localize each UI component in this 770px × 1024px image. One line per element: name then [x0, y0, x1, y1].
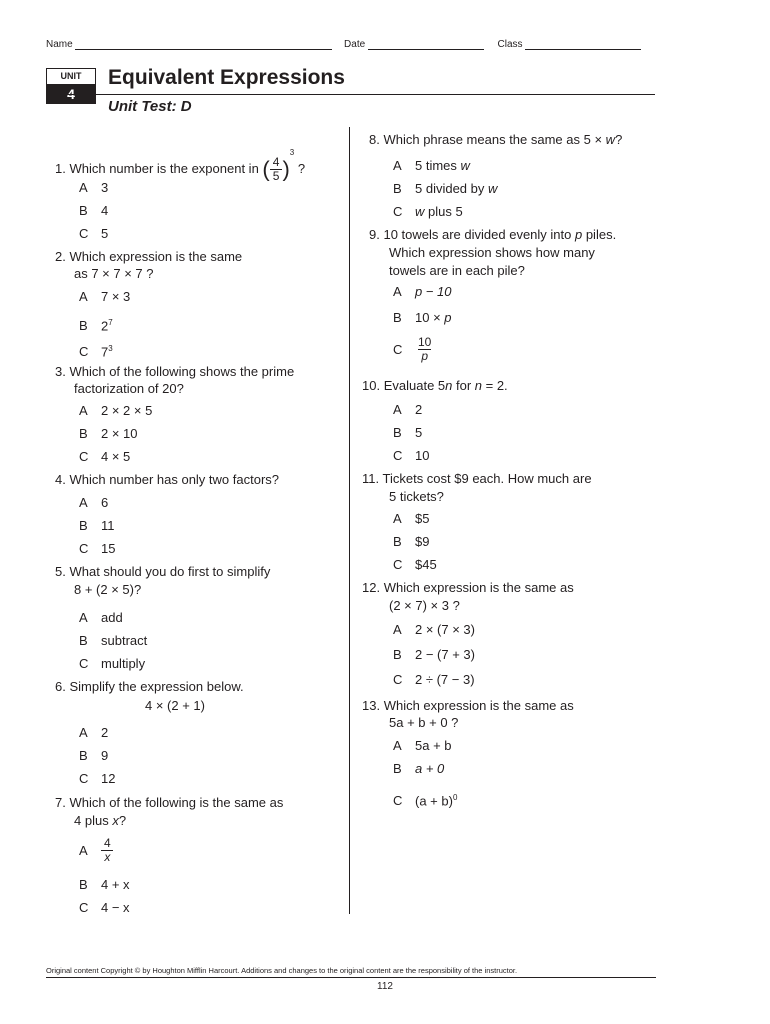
question-11-line1: Tickets cost $9 each. How much are	[382, 471, 592, 486]
choice-text: $45	[415, 557, 437, 572]
column-divider	[349, 127, 350, 914]
choice-text: 6	[101, 495, 109, 510]
question-3-line2: factorization of 20?	[74, 381, 184, 396]
footer-rule	[46, 977, 656, 978]
choice-text: 10 ×	[415, 310, 445, 325]
question-5-line1: What should you do first to simplify	[69, 564, 271, 579]
fraction-denominator: x	[101, 850, 113, 864]
question-10-text: Evaluate 5	[383, 378, 446, 393]
choice-text: 10	[415, 448, 430, 463]
choice-letter: C	[79, 771, 89, 786]
choice-5b[interactable]	[79, 633, 147, 649]
question-10	[362, 378, 508, 394]
choice-letter: C	[79, 449, 89, 464]
choice-text: 4 + x	[101, 877, 130, 892]
question-3-line1: Which of the following shows the prime	[69, 364, 295, 379]
choice-11c[interactable]	[393, 557, 437, 573]
choice-5c[interactable]	[79, 656, 145, 672]
variable: p	[444, 310, 452, 325]
exponent: 3	[289, 148, 295, 157]
choice-4a[interactable]	[79, 495, 108, 511]
title-rule	[46, 94, 655, 95]
question-7-line1: Which of the following is the same as	[69, 795, 284, 810]
question-5-line2: 8 + (2 × 5)?	[74, 582, 142, 597]
choice-letter: B	[79, 877, 88, 892]
choice-letter: A	[393, 622, 402, 637]
question-12	[362, 580, 574, 596]
question-9-line2: Which expression shows how many	[389, 245, 595, 260]
choice-13c[interactable]	[393, 790, 457, 809]
choice-2b[interactable]	[79, 315, 113, 334]
choice-11a[interactable]	[393, 511, 429, 527]
page-title: Equivalent Expressions	[108, 66, 345, 89]
question-13-line1: Which expression is the same as	[383, 698, 574, 713]
date-label: Date	[344, 39, 366, 50]
copyright-notice: Original content Copyright © by Houghton Mifflin Harcourt. Additions and changes to the original content are the responsibility of the instructor.	[46, 966, 518, 975]
question-10-mid: for	[452, 378, 475, 393]
choice-letter: A	[79, 610, 88, 625]
choice-text: 2 − (7 + 3)	[415, 647, 475, 662]
variable: x	[112, 813, 119, 828]
choice-letter: A	[393, 511, 402, 526]
question-6	[55, 679, 244, 695]
choice-text: plus 5	[424, 204, 463, 219]
choice-6c[interactable]	[79, 771, 115, 787]
variable: w	[415, 204, 425, 219]
choice-letter: C	[79, 541, 89, 556]
choice-2a[interactable]	[79, 289, 130, 305]
choice-text: 12	[101, 771, 116, 786]
header-line	[46, 39, 641, 50]
choice-text: 4 × 5	[101, 449, 131, 464]
choice-8a[interactable]	[393, 158, 470, 174]
question-10-number: 10.	[362, 378, 381, 393]
choice-13a[interactable]	[393, 738, 452, 754]
choice-text: 5	[101, 226, 109, 241]
choice-letter: A	[79, 180, 88, 195]
choice-letter: B	[393, 647, 402, 662]
choice-letter: C	[393, 204, 403, 219]
choice-exponent: 7	[108, 318, 113, 327]
choice-letter: B	[393, 534, 402, 549]
question-12-line2: (2 × 7) × 3 ?	[389, 598, 460, 613]
question-2-number: 2.	[55, 249, 66, 264]
name-field[interactable]	[75, 40, 332, 50]
choice-text: 4	[101, 203, 109, 218]
class-label: Class	[497, 39, 523, 50]
fraction-numerator: 10	[418, 335, 432, 349]
question-1-text: Which number is the exponent in	[69, 161, 259, 176]
choice-base: 7	[101, 344, 109, 360]
question-9-number: 9.	[369, 227, 380, 242]
choice-text: multiply	[101, 656, 146, 671]
choice-6b[interactable]	[79, 748, 108, 764]
question-6-number: 6.	[55, 679, 66, 694]
choice-letter: B	[393, 761, 402, 776]
choice-base: 2	[101, 318, 109, 334]
choice-6a[interactable]	[79, 725, 108, 741]
question-mark: ?	[297, 161, 306, 176]
question-13	[362, 698, 574, 714]
question-2	[55, 249, 242, 265]
line-text: 4 plus	[74, 813, 113, 828]
choice-letter: B	[79, 633, 88, 648]
choice-7a[interactable]	[79, 837, 114, 864]
question-6-expression: 4 × (2 + 1)	[145, 698, 205, 713]
choice-text: $9	[415, 534, 430, 549]
choice-letter: C	[79, 900, 89, 915]
question-7	[55, 795, 283, 811]
question-4-number: 4.	[55, 472, 66, 487]
class-field[interactable]	[525, 40, 641, 50]
choice-text: $5	[415, 511, 430, 526]
choice-text: add	[101, 610, 123, 625]
choice-text: subtract	[101, 633, 148, 648]
choice-8c[interactable]	[393, 204, 463, 220]
choice-3c[interactable]	[79, 449, 130, 465]
choice-1a[interactable]	[79, 180, 108, 196]
choice-letter: A	[79, 495, 88, 510]
choice-9a[interactable]	[393, 284, 452, 300]
question-13-number: 13.	[362, 698, 381, 713]
variable: p	[574, 227, 583, 242]
choice-letter: C	[79, 344, 89, 360]
choice-12a[interactable]	[393, 622, 475, 638]
choice-letter: C	[79, 226, 89, 241]
choice-letter: C	[393, 793, 403, 809]
question-6-text: Simplify the expression below.	[69, 679, 244, 694]
choice-letter: B	[393, 181, 402, 196]
fraction-denominator: 5	[270, 169, 283, 183]
question-9	[369, 227, 616, 243]
choice-letter: B	[79, 426, 88, 441]
question-11-line2: 5 tickets?	[389, 489, 444, 504]
choice-1c[interactable]	[79, 226, 108, 242]
choice-7b[interactable]	[79, 877, 130, 893]
question-3-number: 3.	[55, 364, 66, 379]
fraction-denominator: p	[418, 349, 431, 363]
variable: w	[605, 132, 616, 147]
question-7-number: 7.	[55, 795, 66, 810]
question-8	[369, 132, 622, 148]
line-end: piles.	[582, 227, 617, 242]
choice-text: 5	[415, 425, 423, 440]
variable: w	[488, 181, 498, 196]
choice-exponent: 3	[108, 344, 113, 353]
unit-label: UNIT	[46, 68, 96, 85]
page-subtitle: Unit Test: D	[108, 98, 192, 115]
unit-badge	[46, 68, 96, 104]
page-number: 112	[377, 981, 393, 992]
choice-4b[interactable]	[79, 518, 115, 534]
choice-4c[interactable]	[79, 541, 115, 557]
choice-letter: A	[79, 403, 88, 418]
choice-text: 15	[101, 541, 116, 556]
choice-10b[interactable]	[393, 425, 422, 441]
choice-text: 5 times	[415, 158, 461, 173]
fraction-numerator: 4	[104, 836, 111, 850]
choice-text: p − 10	[415, 284, 452, 299]
choice-1b[interactable]	[79, 203, 108, 219]
question-2-line2: as 7 × 7 × 7 ?	[74, 266, 154, 281]
choice-8b[interactable]	[393, 181, 497, 197]
choice-text: 9	[101, 748, 109, 763]
choice-text: 2 × 2 × 5	[101, 403, 153, 418]
choice-text: 2	[101, 725, 109, 740]
question-1-number: 1.	[55, 161, 66, 176]
choice-letter: B	[393, 310, 402, 325]
question-1	[55, 143, 305, 183]
question-mark: ?	[615, 132, 623, 147]
question-4	[55, 472, 279, 488]
choice-letter: C	[393, 672, 403, 687]
choice-text: 2 ÷ (7 − 3)	[415, 672, 475, 687]
choice-10c[interactable]	[393, 448, 429, 464]
choice-letter: A	[393, 402, 402, 417]
fraction	[415, 336, 434, 363]
question-9-line1: 10 towels are divided evenly into	[383, 227, 575, 242]
choice-letter: A	[79, 725, 88, 740]
choice-text: 2 × (7 × 3)	[415, 622, 475, 637]
question-11-number: 11.	[362, 471, 380, 486]
choice-12b[interactable]	[393, 647, 475, 663]
choice-7c[interactable]	[79, 900, 130, 916]
question-10-end: = 2.	[482, 378, 508, 393]
choice-text: 5 divided by	[415, 181, 488, 196]
choice-text: 7 × 3	[101, 289, 131, 304]
variable: n	[445, 378, 453, 393]
paren-open: (	[262, 156, 270, 182]
choice-text: (a + b)	[415, 793, 453, 809]
question-4-text: Which number has only two factors?	[69, 472, 280, 487]
choice-12c[interactable]	[393, 672, 475, 688]
fraction	[270, 156, 283, 183]
choice-3b[interactable]	[79, 426, 138, 442]
choice-text: 2 × 10	[101, 426, 138, 441]
choice-letter: B	[79, 748, 88, 763]
choice-letter: B	[79, 203, 88, 218]
question-2-line1: Which expression is the same	[69, 249, 243, 264]
choice-9c[interactable]	[393, 336, 434, 363]
choice-3a[interactable]	[79, 403, 152, 419]
choice-9b[interactable]	[393, 310, 452, 326]
choice-letter: B	[79, 318, 88, 334]
question-5	[55, 564, 270, 580]
choice-text: 3	[101, 180, 109, 195]
choice-5a[interactable]	[79, 610, 123, 626]
variable: n	[474, 378, 483, 393]
question-13-line2: 5a + b + 0 ?	[389, 715, 459, 730]
fraction-numerator: 4	[272, 155, 280, 170]
question-7-line2	[74, 813, 126, 829]
choice-letter: C	[393, 557, 403, 572]
question-3	[55, 364, 294, 380]
question-9-line3: towels are in each pile?	[389, 263, 525, 278]
choice-letter: B	[79, 518, 88, 533]
choice-11b[interactable]	[393, 534, 429, 550]
question-8-number: 8.	[369, 132, 380, 147]
question-11	[362, 471, 592, 487]
variable: w	[460, 158, 470, 173]
date-field[interactable]	[368, 40, 484, 50]
choice-letter: C	[393, 448, 403, 463]
choice-2c[interactable]	[79, 341, 113, 360]
choice-text: 2	[415, 402, 423, 417]
fraction	[101, 837, 114, 864]
choice-text: 5a + b	[415, 738, 452, 753]
choice-letter: A	[79, 289, 88, 304]
choice-text: 4 − x	[101, 900, 130, 915]
choice-13b[interactable]	[393, 761, 444, 777]
choice-letter: C	[393, 341, 403, 357]
choice-letter: A	[79, 842, 88, 858]
question-12-number: 12.	[362, 580, 381, 595]
choice-letter: A	[393, 284, 402, 299]
question-12-line1: Which expression is the same as	[383, 580, 574, 595]
name-label: Name	[46, 39, 73, 50]
line-end: ?	[118, 813, 127, 828]
paren-close: )	[282, 156, 290, 182]
choice-letter: C	[79, 656, 89, 671]
choice-text: 11	[101, 518, 115, 533]
choice-letter: B	[393, 425, 402, 440]
choice-letter: A	[393, 738, 402, 753]
choice-exponent: 0	[452, 793, 458, 802]
question-5-number: 5.	[55, 564, 66, 579]
choice-letter: A	[393, 158, 402, 173]
choice-text: a + 0	[415, 761, 445, 776]
question-8-text: Which phrase means the same as 5 ×	[383, 132, 606, 147]
choice-10a[interactable]	[393, 402, 422, 418]
